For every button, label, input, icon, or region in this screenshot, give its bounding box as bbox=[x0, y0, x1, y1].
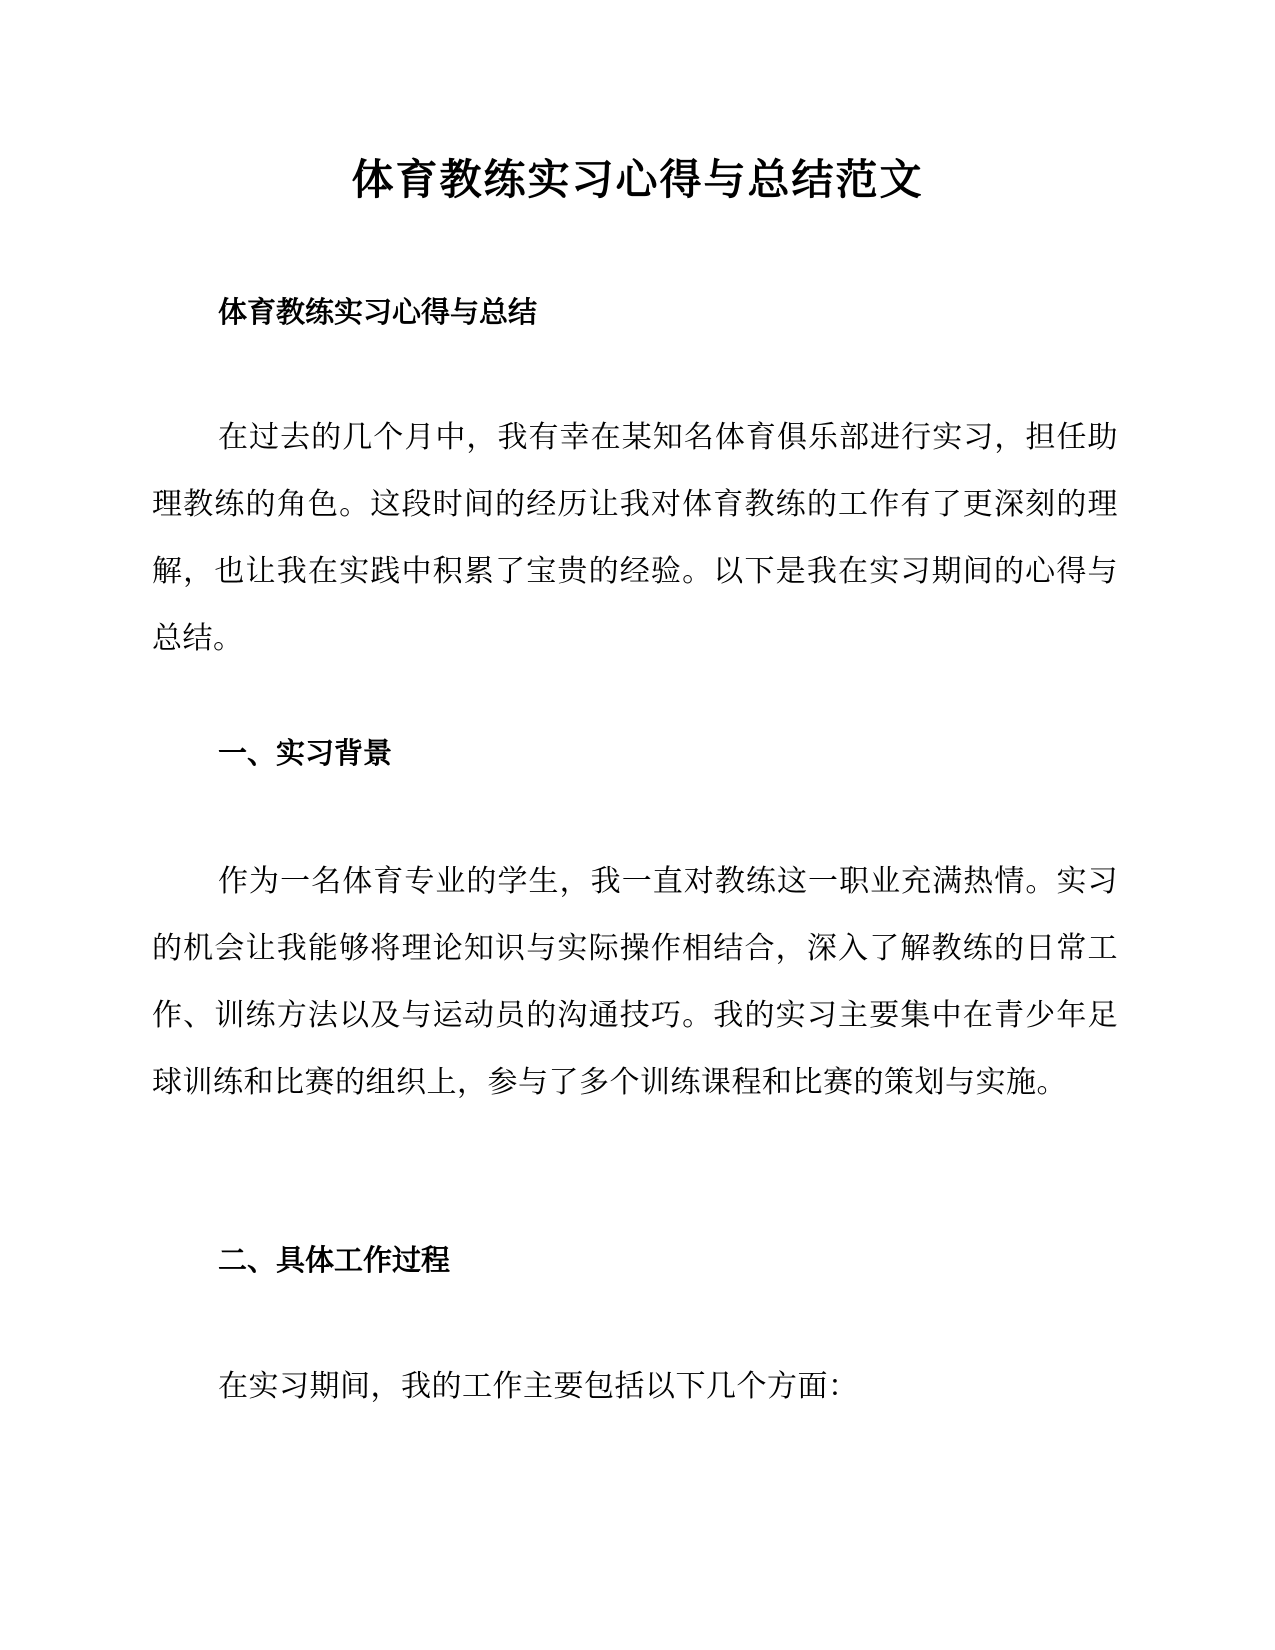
section-2-heading: 二、具体工作过程 bbox=[218, 1243, 451, 1277]
section-2-paragraph: 在实习期间，我的工作主要包括以下几个方面： bbox=[218, 1369, 859, 1404]
document-subtitle: 体育教练实习心得与总结 bbox=[218, 295, 538, 329]
intro-paragraph: 在过去的几个月中，我有幸在某知名体育俱乐部进行实习，担任助理教练的角色。这段时间的经历让我对体育教练的工作有了更深刻的理解，也让我在实践中积累了宝贵的经验。以下是我在实习期间的心得与总结。 bbox=[152, 420, 1118, 656]
section-1-heading: 一、实习背景 bbox=[218, 736, 393, 770]
document-title: 体育教练实习心得与总结范文 bbox=[351, 155, 924, 204]
section-1-paragraph: 作为一名体育专业的学生，我一直对教练这一职业充满热情。实习的机会让我能够将理论知识与实际操作相结合，深入了解教练的日常工作、训练方法以及与运动员的沟通技巧。我的实习主要集中在青少年足球训练和比赛的组织上，参与了多个训练课程和比赛的策划与实施。 bbox=[152, 864, 1118, 1100]
